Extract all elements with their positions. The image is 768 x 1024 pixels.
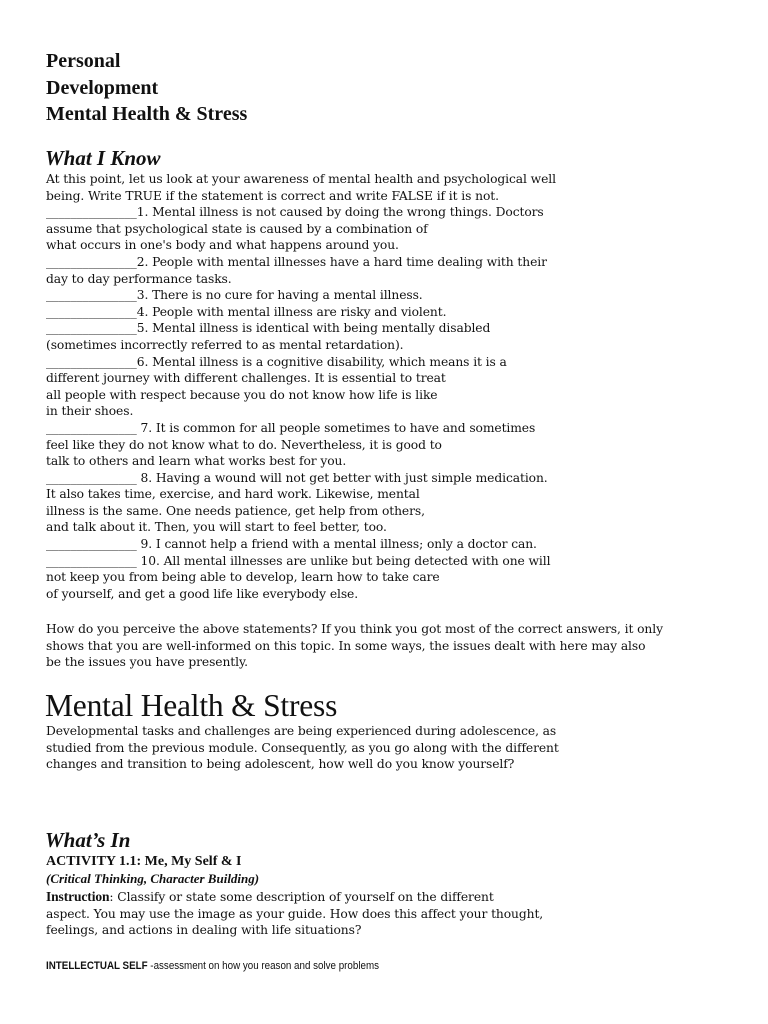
body-line: How do you perceive the above statements? If you think you got most of the correct answers, it only bbox=[46, 622, 663, 636]
body-line: Developmental tasks and challenges are being experienced during adolescence, as bbox=[46, 724, 557, 738]
statement-4: _______________4. People with mental illness are risky and violent. bbox=[46, 304, 447, 319]
body-line: It also takes time, exercise, and hard work. Likewise, mental bbox=[46, 487, 420, 502]
body-line: feelings, and actions in dealing with life situations? bbox=[46, 923, 362, 938]
instruction-line bbox=[46, 889, 543, 906]
statement-10: _______________ 10. All mental illnesses are unlike but being detected with one will bbox=[46, 553, 551, 568]
body-line: studied from the previous module. Consequently, as you go along with the different bbox=[46, 740, 559, 755]
statement-7: _______________ 7. It is common for all people sometimes to have and sometimes bbox=[46, 420, 536, 435]
instruction-text: : Classify or state some description of yourself on the different bbox=[109, 890, 494, 904]
intellectual-self-line bbox=[46, 959, 379, 973]
mental-health-heading: Mental Health & Stress bbox=[45, 688, 338, 723]
body-line: not keep you from being able to develop, learn how to take care bbox=[46, 570, 440, 585]
body-line: (sometimes incorrectly referred to as mental retardation). bbox=[46, 337, 404, 352]
activity-title: ACTIVITY 1.1: Me, My Self & I bbox=[46, 854, 242, 869]
mental-health-paragraph bbox=[46, 723, 559, 773]
body-line: day to day performance tasks. bbox=[46, 271, 232, 286]
body-line: of yourself, and get a good life like everybody else. bbox=[46, 586, 359, 601]
body-line: being. Write TRUE if the statement is correct and write FALSE if it is not. bbox=[46, 188, 499, 203]
statement-2: _______________2. People with mental illnesses have a hard time dealing with their bbox=[46, 254, 547, 269]
statement-1: _______________1. Mental illness is not caused by doing the wrong things. Doctors bbox=[46, 205, 544, 220]
body-line: illness is the same. One needs patience, get help from others, bbox=[46, 503, 425, 518]
body-line: all people with respect because you do not know how life is like bbox=[46, 387, 438, 402]
statement-3: _______________3. There is no cure for having a mental illness. bbox=[46, 288, 423, 303]
whats-in-heading: What’s In bbox=[45, 828, 131, 852]
title-line-1: Personal bbox=[46, 50, 121, 72]
body-line: changes and transition to being adolescent, how well do you know yourself? bbox=[46, 757, 515, 772]
body-line: different journey with different challenges. It is essential to treat bbox=[46, 371, 446, 386]
statement-6: _______________6. Mental illness is a cognitive disability, which means it is a bbox=[46, 354, 507, 369]
statement-9: _______________ 9. I cannot help a friend with a mental illness; only a doctor can. bbox=[46, 537, 537, 552]
perceive-paragraph bbox=[46, 621, 663, 671]
body-line: aspect. You may use the image as your guide. How does this affect your thought, bbox=[46, 906, 544, 921]
document-title bbox=[46, 48, 247, 128]
instruction-label: Instruction bbox=[46, 889, 110, 904]
body-line: and talk about it. Then, you will start to feel better, too. bbox=[46, 520, 387, 535]
body-line: be the issues you have presently. bbox=[46, 655, 248, 670]
body-line: what occurs in one's body and what happens around you. bbox=[46, 238, 399, 253]
intellectual-self-label: INTELLECTUAL SELF bbox=[46, 960, 148, 972]
body-line: feel like they do not know what to do. Nevertheless, it is good to bbox=[46, 437, 442, 452]
body-line: talk to others and learn what works best for you. bbox=[46, 454, 347, 469]
title-line-2: Development bbox=[46, 76, 159, 99]
statement-5: _______________5. Mental illness is identical with being mentally disabled bbox=[46, 321, 491, 336]
intellectual-self-text: -assessment on how you reason and solve problems bbox=[147, 960, 380, 972]
body-line: shows that you are well-informed on this topic. In some ways, the issues dealt with here may also bbox=[46, 638, 646, 653]
instruction-paragraph bbox=[46, 889, 543, 939]
body-line: assume that psychological state is caused by a combination of bbox=[46, 221, 428, 236]
title-line-3: Mental Health & Stress bbox=[46, 103, 248, 125]
body-line: At this point, let us look at your awareness of mental health and psychological well bbox=[46, 172, 556, 186]
activity-subtitle: (Critical Thinking, Character Building) bbox=[46, 871, 260, 886]
statement-8: _______________ 8. Having a wound will not get better with just simple medication. bbox=[46, 470, 548, 485]
what-i-know-heading: What I Know bbox=[45, 146, 161, 170]
what-i-know-body bbox=[46, 171, 556, 602]
body-line: in their shoes. bbox=[46, 404, 134, 419]
